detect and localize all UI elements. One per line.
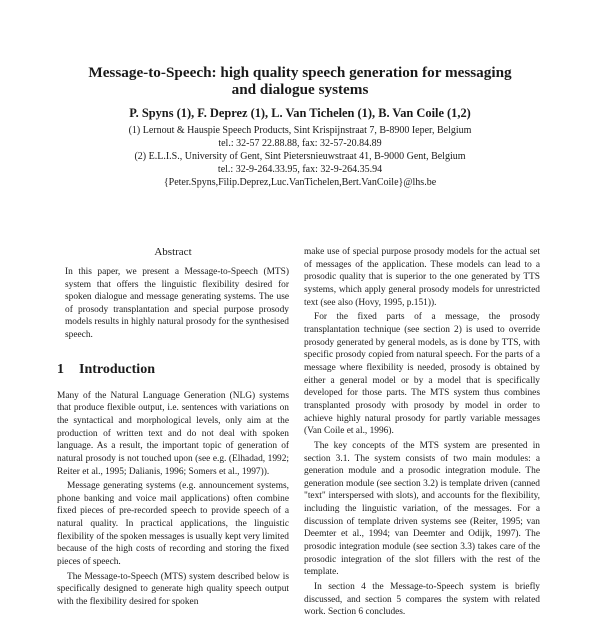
affiliation-1-phone: tel.: 32-57 22.88.88, fax: 32-57-20.84.89: [218, 138, 382, 149]
paper-title-line-1: Message-to-Speech: high quality speech generation for messaging: [88, 64, 512, 81]
paragraph: The Message-to-Speech (MTS) system described below is specifically designed to generate high quality speech output with the flexibility desired for spoken: [57, 571, 289, 608]
paper-title-line-2: and dialogue systems: [231, 81, 369, 98]
author-list: P. Spyns (1), F. Deprez (1), L. Van Tichelen (1), B. Van Coile (1,2): [129, 106, 471, 120]
author-emails: {Peter.Spyns,Filip.Deprez,Luc.VanTichelen,Bert.VanCoile}@lhs.be: [163, 177, 437, 188]
abstract-text: In this paper, we present a Message-to-Speech (MTS) system that offers the linguistic flexibility desired for spoken dialogue and message generating systems. The use of prosody transplantation and special purpose prosody models results in highly natural prosody for the synthesised speech.: [65, 267, 289, 340]
paragraph: make use of special purpose prosody models for the actual set of messages of the application. These models can lead to a prosodic quality that is superior to the one generated by TTS systems, which apply general prosody models for unrestricted text (see also (Hovy, 1995, p.151)).: [304, 247, 540, 308]
paragraph: For the fixed parts of a message, the prosody transplantation technique (see section 2) is used to override prosody generated by general models, as is done by TTS, with specific prosody copied from natural speech. For the parts of a message where flexibility is needed, prosody is obtained by either a general model or by a model that is specifically developed for those parts. The MTS system thus combines transplanted prosody with prosody by model in order to achieve highly natural prosody for partly variable messages (Van Coile et al., 1996).: [304, 312, 540, 437]
section-title: Introduction: [79, 361, 155, 377]
affiliation-2-phone: tel.: 32-9-264.33.95, fax: 32-9-264.35.94: [217, 164, 383, 175]
paragraph: The key concepts of the MTS system are presented in section 3.1. The system consists of two main modules: a generation module and a prosodic integration module. The generation module (see section 3.2) is template driven (canned "text" interspersed with slots), and accounts for the flexibility, including the linguistic variation, of the messages. For a discussion of template driven systems see (Reiter, 1995; van Deemter et al., 1994; van Deemter and Odijk, 1997). The prosodic integration module (see section 3.3) takes care of the prosodic integration of the slot fillers with the rest of the template.: [304, 440, 540, 578]
affiliation-block: [30, 124, 570, 189]
paper-title: [30, 64, 570, 98]
paragraph: Message generating systems (e.g. announcement systems, phone banking and voice mail applications) often combine fixed pieces of pre-recorded speech to provide speech of a natural quality. In practical applications, the linguistic flexibility of the spoken messages is usually kept very limited because of the high costs of recording and storing the fixed pieces of speech.: [57, 481, 289, 568]
affiliation-1: (1) Lernout & Hauspie Speech Products, Sint Krispijnstraat 7, B-8900 Ieper, Belgium: [128, 125, 472, 136]
left-column: [57, 246, 289, 609]
right-column: [304, 246, 540, 619]
abstract-heading: Abstract: [154, 246, 192, 258]
paragraph: Many of the Natural Language Generation (NLG) systems that produce flexible output, i.e. sentences with variations on the syntactical and morphological levels, only aim at the production of written text and do not deal with spoken language. As a result, the important topic of generation of natural prosody is not touched upon (see e.g. (Elhadad, 1992; Reiter et al., 1995; Dalianis, 1996; Somers et al., 1997)).: [57, 390, 289, 477]
section-number: 1: [57, 361, 64, 377]
paragraph: In section 4 the Message-to-Speech system is briefly discussed, and section 5 compares the system with related work. Section 6 concludes.: [304, 582, 540, 618]
section-heading: [57, 362, 289, 378]
affiliation-2: (2) E.L.I.S., University of Gent, Sint Pietersnieuwstraat 41, B-9000 Gent, Belgium: [134, 151, 466, 162]
